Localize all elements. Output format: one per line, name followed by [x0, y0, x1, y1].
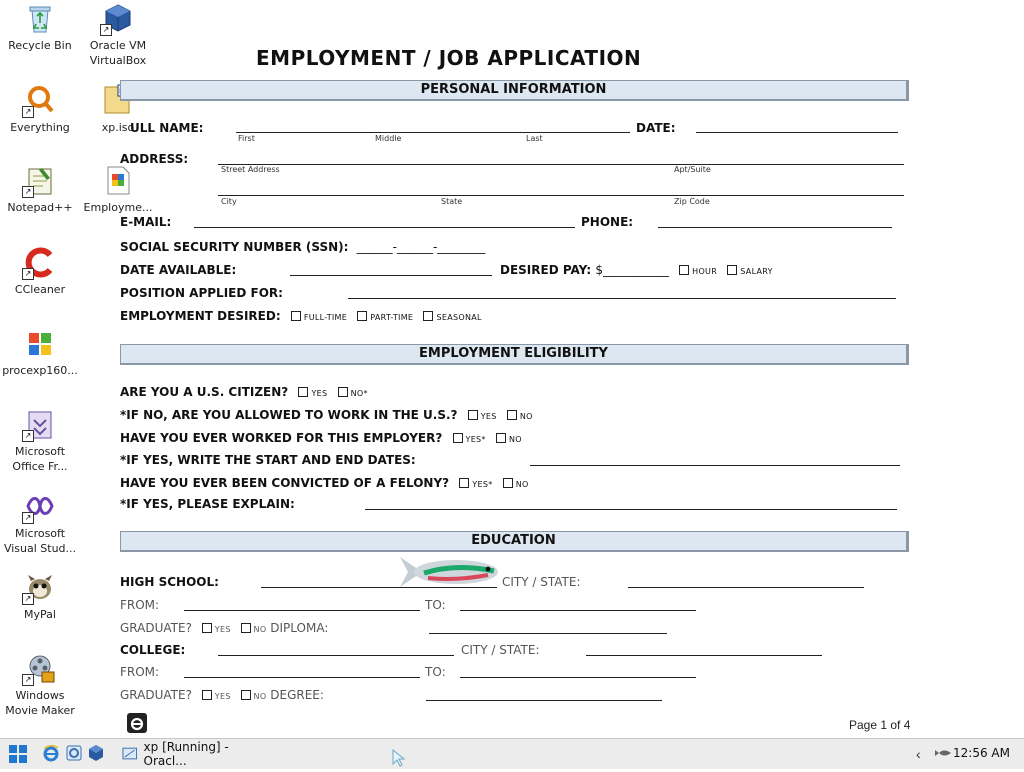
- desktop-icon-label: procexp160...: [2, 364, 78, 377]
- desktop-icon-visual-studio[interactable]: [0, 490, 80, 556]
- taskbar: [0, 738, 1024, 769]
- desktop-icon-label: Windows Movie Maker: [5, 689, 75, 717]
- hs-graduate-row: [120, 621, 328, 635]
- hs-from-label: FROM:: [120, 598, 160, 612]
- shortcut-arrow-icon: ↗: [22, 430, 34, 442]
- part-time-checkbox[interactable]: [357, 311, 367, 321]
- hs-graduate-yes-checkbox[interactable]: [202, 623, 212, 633]
- hour-checkbox[interactable]: [679, 265, 689, 275]
- college-city-state-field[interactable]: [586, 655, 822, 656]
- eforms-logo-icon: [126, 712, 148, 734]
- document-title: EMPLOYMENT / JOB APPLICATION: [256, 46, 642, 70]
- allowed-no-checkbox[interactable]: [507, 410, 517, 420]
- desktop-icon-notepad-plus-plus[interactable]: [0, 164, 80, 215]
- college-city-state-label: CITY / STATE:: [461, 643, 540, 657]
- task-label: xp [Running] - Oracl...: [143, 740, 229, 768]
- ccleaner-icon: [24, 246, 56, 278]
- diploma-label: DIPLOMA:: [270, 621, 329, 635]
- ssn-field[interactable]: ______-______-________: [356, 240, 486, 254]
- desired-pay-row: [500, 263, 773, 277]
- citizen-no-label: NO*: [350, 389, 368, 398]
- job-application-document: [118, 0, 918, 738]
- windows-start-icon: [8, 744, 28, 764]
- citizen-no-checkbox[interactable]: [338, 387, 348, 397]
- date-label: DATE:: [636, 121, 676, 135]
- visual-studio-icon: [24, 490, 56, 522]
- taskbar-explorer-button[interactable]: [65, 744, 83, 764]
- college-graduate-no-checkbox[interactable]: [241, 690, 251, 700]
- college-graduate-yes-checkbox[interactable]: [202, 690, 212, 700]
- diploma-field[interactable]: [429, 633, 667, 634]
- citizen-yes-checkbox[interactable]: [298, 387, 308, 397]
- office-icon: [24, 408, 56, 440]
- seasonal-label: SEASONAL: [436, 313, 482, 322]
- desktop-icon-label: xp.iso: [101, 121, 135, 134]
- allowed-no-label: NO: [519, 412, 533, 421]
- hs-graduate-yes-label: YES: [214, 625, 231, 634]
- felony-question: [120, 476, 529, 490]
- desktop-icon-label: Microsoft Office Fr...: [12, 445, 68, 473]
- college-to-field[interactable]: [460, 677, 696, 678]
- movie-maker-icon: [24, 652, 56, 684]
- hs-to-field[interactable]: [460, 610, 696, 611]
- explain-field[interactable]: [365, 509, 897, 510]
- desktop-icon-label: Employme...: [83, 201, 153, 214]
- worked-yes-label: YES*: [465, 435, 486, 444]
- date-field[interactable]: [696, 132, 898, 133]
- desired-pay-field[interactable]: $___________: [595, 263, 669, 277]
- section-header-eligibility: EMPLOYMENT ELIGIBILITY: [120, 344, 909, 365]
- full-name-field[interactable]: [236, 132, 630, 133]
- worked-yes-checkbox[interactable]: [453, 433, 463, 443]
- middle-name-hint: Middle: [375, 134, 402, 143]
- desktop-icon-ccleaner[interactable]: [0, 246, 80, 297]
- phone-field[interactable]: [658, 227, 892, 228]
- hs-graduate-no-checkbox[interactable]: [241, 623, 251, 633]
- ssn-label-text: SOCIAL SECURITY NUMBER (SSN):: [120, 240, 349, 254]
- shortcut-arrow-icon: ↗: [22, 186, 34, 198]
- explain-label: *IF YES, PLEASE EXPLAIN:: [120, 497, 295, 511]
- felony-no-checkbox[interactable]: [503, 478, 513, 488]
- virtualbox-icon: [87, 744, 105, 762]
- everything-search-icon: [24, 84, 56, 116]
- desktop-icon-label: Recycle Bin: [8, 39, 72, 52]
- felony-yes-checkbox[interactable]: [459, 478, 469, 488]
- city-hint: City: [221, 197, 237, 206]
- notepad-plus-plus-icon: [24, 164, 56, 196]
- degree-field[interactable]: [426, 700, 662, 701]
- desktop-icon-label: MyPal: [24, 608, 56, 621]
- college-graduate-no-label: NO: [253, 692, 267, 701]
- tray-fish-icon[interactable]: [934, 744, 952, 764]
- allowed-yes-checkbox[interactable]: [468, 410, 478, 420]
- salary-checkbox[interactable]: [727, 265, 737, 275]
- desktop-icon-movie-maker[interactable]: [0, 652, 80, 718]
- address-label: ADDRESS:: [120, 152, 189, 166]
- hs-graduate-no-label: NO: [253, 625, 267, 634]
- college-label: COLLEGE:: [120, 643, 186, 657]
- phone-label: PHONE:: [581, 215, 634, 229]
- email-field[interactable]: [194, 227, 575, 228]
- page-indicator: Page 1 of 4: [849, 718, 911, 732]
- process-explorer-icon: [24, 327, 56, 359]
- mypal-browser-icon: [24, 571, 56, 603]
- taskbar-task-xp-running[interactable]: [122, 740, 272, 768]
- taskbar-clock[interactable]: 12:56 AM: [953, 746, 1010, 760]
- taskbar-virtualbox-button[interactable]: [87, 744, 105, 764]
- desktop-icon-recycle-bin[interactable]: [0, 2, 80, 53]
- desired-pay-label: DESIRED PAY:: [500, 263, 592, 277]
- last-name-hint: Last: [526, 134, 543, 143]
- felony-no-label: NO: [515, 480, 529, 489]
- worked-no-label: NO: [508, 435, 522, 444]
- degree-label: DEGREE:: [270, 688, 324, 702]
- desktop-icon-procexp[interactable]: [0, 327, 80, 378]
- citizen-yes-label: YES: [311, 389, 328, 398]
- college-from-label: FROM:: [120, 665, 160, 679]
- position-field[interactable]: [348, 298, 896, 299]
- college-graduate-yes-label: YES: [214, 692, 231, 701]
- full-time-label: FULL-TIME: [303, 313, 348, 322]
- salary-label: SALARY: [740, 267, 773, 276]
- high-school-label: HIGH SCHOOL:: [120, 575, 219, 589]
- part-time-label: PART-TIME: [370, 313, 414, 322]
- start-end-dates-field[interactable]: [530, 465, 900, 466]
- taskbar-ie-button[interactable]: [42, 744, 60, 764]
- felony-yes-label: YES*: [472, 480, 493, 489]
- worked-label: HAVE YOU EVER WORKED FOR THIS EMPLOYER?: [120, 431, 443, 445]
- desktop-icon-everything[interactable]: [0, 84, 80, 135]
- full-name-label: ULL NAME:: [130, 121, 204, 135]
- shortcut-arrow-icon: ↗: [22, 268, 34, 280]
- date-available-label: DATE AVAILABLE:: [120, 263, 237, 277]
- shortcut-arrow-icon: ↗: [22, 674, 34, 686]
- tray-expand-chevron-icon[interactable]: ‹: [916, 746, 921, 762]
- hour-label: HOUR: [692, 267, 718, 276]
- desktop-icon-label: Everything: [10, 121, 70, 134]
- shortcut-arrow-icon: ↗: [22, 512, 34, 524]
- email-label: E-MAIL:: [120, 215, 172, 229]
- street-address-hint: Street Address: [221, 165, 280, 174]
- desktop-icon-label: CCleaner: [14, 283, 66, 296]
- virtualbox-vm-icon: [122, 746, 138, 762]
- shortcut-arrow-icon: ↗: [22, 106, 34, 118]
- section-header-education: EDUCATION: [120, 531, 909, 552]
- worked-no-checkbox[interactable]: [496, 433, 506, 443]
- college-to-label: TO:: [425, 665, 446, 679]
- shortcut-arrow-icon: ↗: [22, 593, 34, 605]
- apt-suite-hint: Apt/Suite: [674, 165, 711, 174]
- position-label: POSITION APPLIED FOR:: [120, 286, 283, 300]
- desktop-icon-label: Oracle VM VirtualBox: [89, 39, 147, 67]
- allowed-yes-label: YES: [480, 412, 497, 421]
- allowed-to-work-question: [120, 408, 533, 422]
- start-button[interactable]: [8, 744, 28, 764]
- seasonal-checkbox[interactable]: [423, 311, 433, 321]
- citizen-question: [120, 385, 368, 399]
- mouse-cursor-icon: [392, 749, 406, 769]
- first-name-hint: First: [238, 134, 255, 143]
- desktop-icon-microsoft-office[interactable]: [0, 408, 80, 474]
- shortcut-arrow-icon: ↗: [100, 24, 112, 36]
- hs-from-field[interactable]: [184, 610, 420, 611]
- desktop-icon-label: Microsoft Visual Stud...: [3, 527, 77, 555]
- full-time-checkbox[interactable]: [291, 311, 301, 321]
- worked-here-question: [120, 431, 522, 445]
- city-state-zip-field[interactable]: [218, 195, 904, 196]
- recycle-bin-icon: [24, 2, 56, 34]
- desktop-icon-mypal[interactable]: [0, 571, 80, 622]
- hs-to-label: TO:: [425, 598, 446, 612]
- college-field[interactable]: [218, 655, 454, 656]
- college-from-field[interactable]: [184, 677, 420, 678]
- section-header-personal: PERSONAL INFORMATION: [120, 80, 909, 101]
- college-graduate-label: GRADUATE?: [120, 688, 192, 702]
- hs-city-state-field[interactable]: [628, 587, 864, 588]
- state-hint: State: [441, 197, 463, 206]
- felony-label: HAVE YOU EVER BEEN CONVICTED OF A FELONY?: [120, 476, 450, 490]
- hs-graduate-label: GRADUATE?: [120, 621, 192, 635]
- employment-desired-label: EMPLOYMENT DESIRED:: [120, 309, 281, 323]
- internet-explorer-icon: [42, 744, 60, 762]
- desktop-fish-icon: [398, 551, 502, 593]
- allowed-label: *IF NO, ARE YOU ALLOWED TO WORK IN THE U.S.?: [120, 408, 458, 422]
- college-graduate-row: [120, 688, 324, 702]
- street-address-field[interactable]: [218, 164, 904, 165]
- citizen-label: ARE YOU A U.S. CITIZEN?: [120, 385, 289, 399]
- zip-code-hint: Zip Code: [674, 197, 710, 206]
- start-end-dates-label: *IF YES, WRITE THE START AND END DATES:: [120, 453, 416, 467]
- hs-city-state-label: CITY / STATE:: [502, 575, 581, 589]
- employment-desired-row: [120, 309, 482, 323]
- browser-icon: [65, 744, 83, 762]
- date-available-field[interactable]: [290, 275, 492, 276]
- desktop-icon-label: Notepad++: [7, 201, 73, 214]
- ssn-label: [120, 240, 485, 254]
